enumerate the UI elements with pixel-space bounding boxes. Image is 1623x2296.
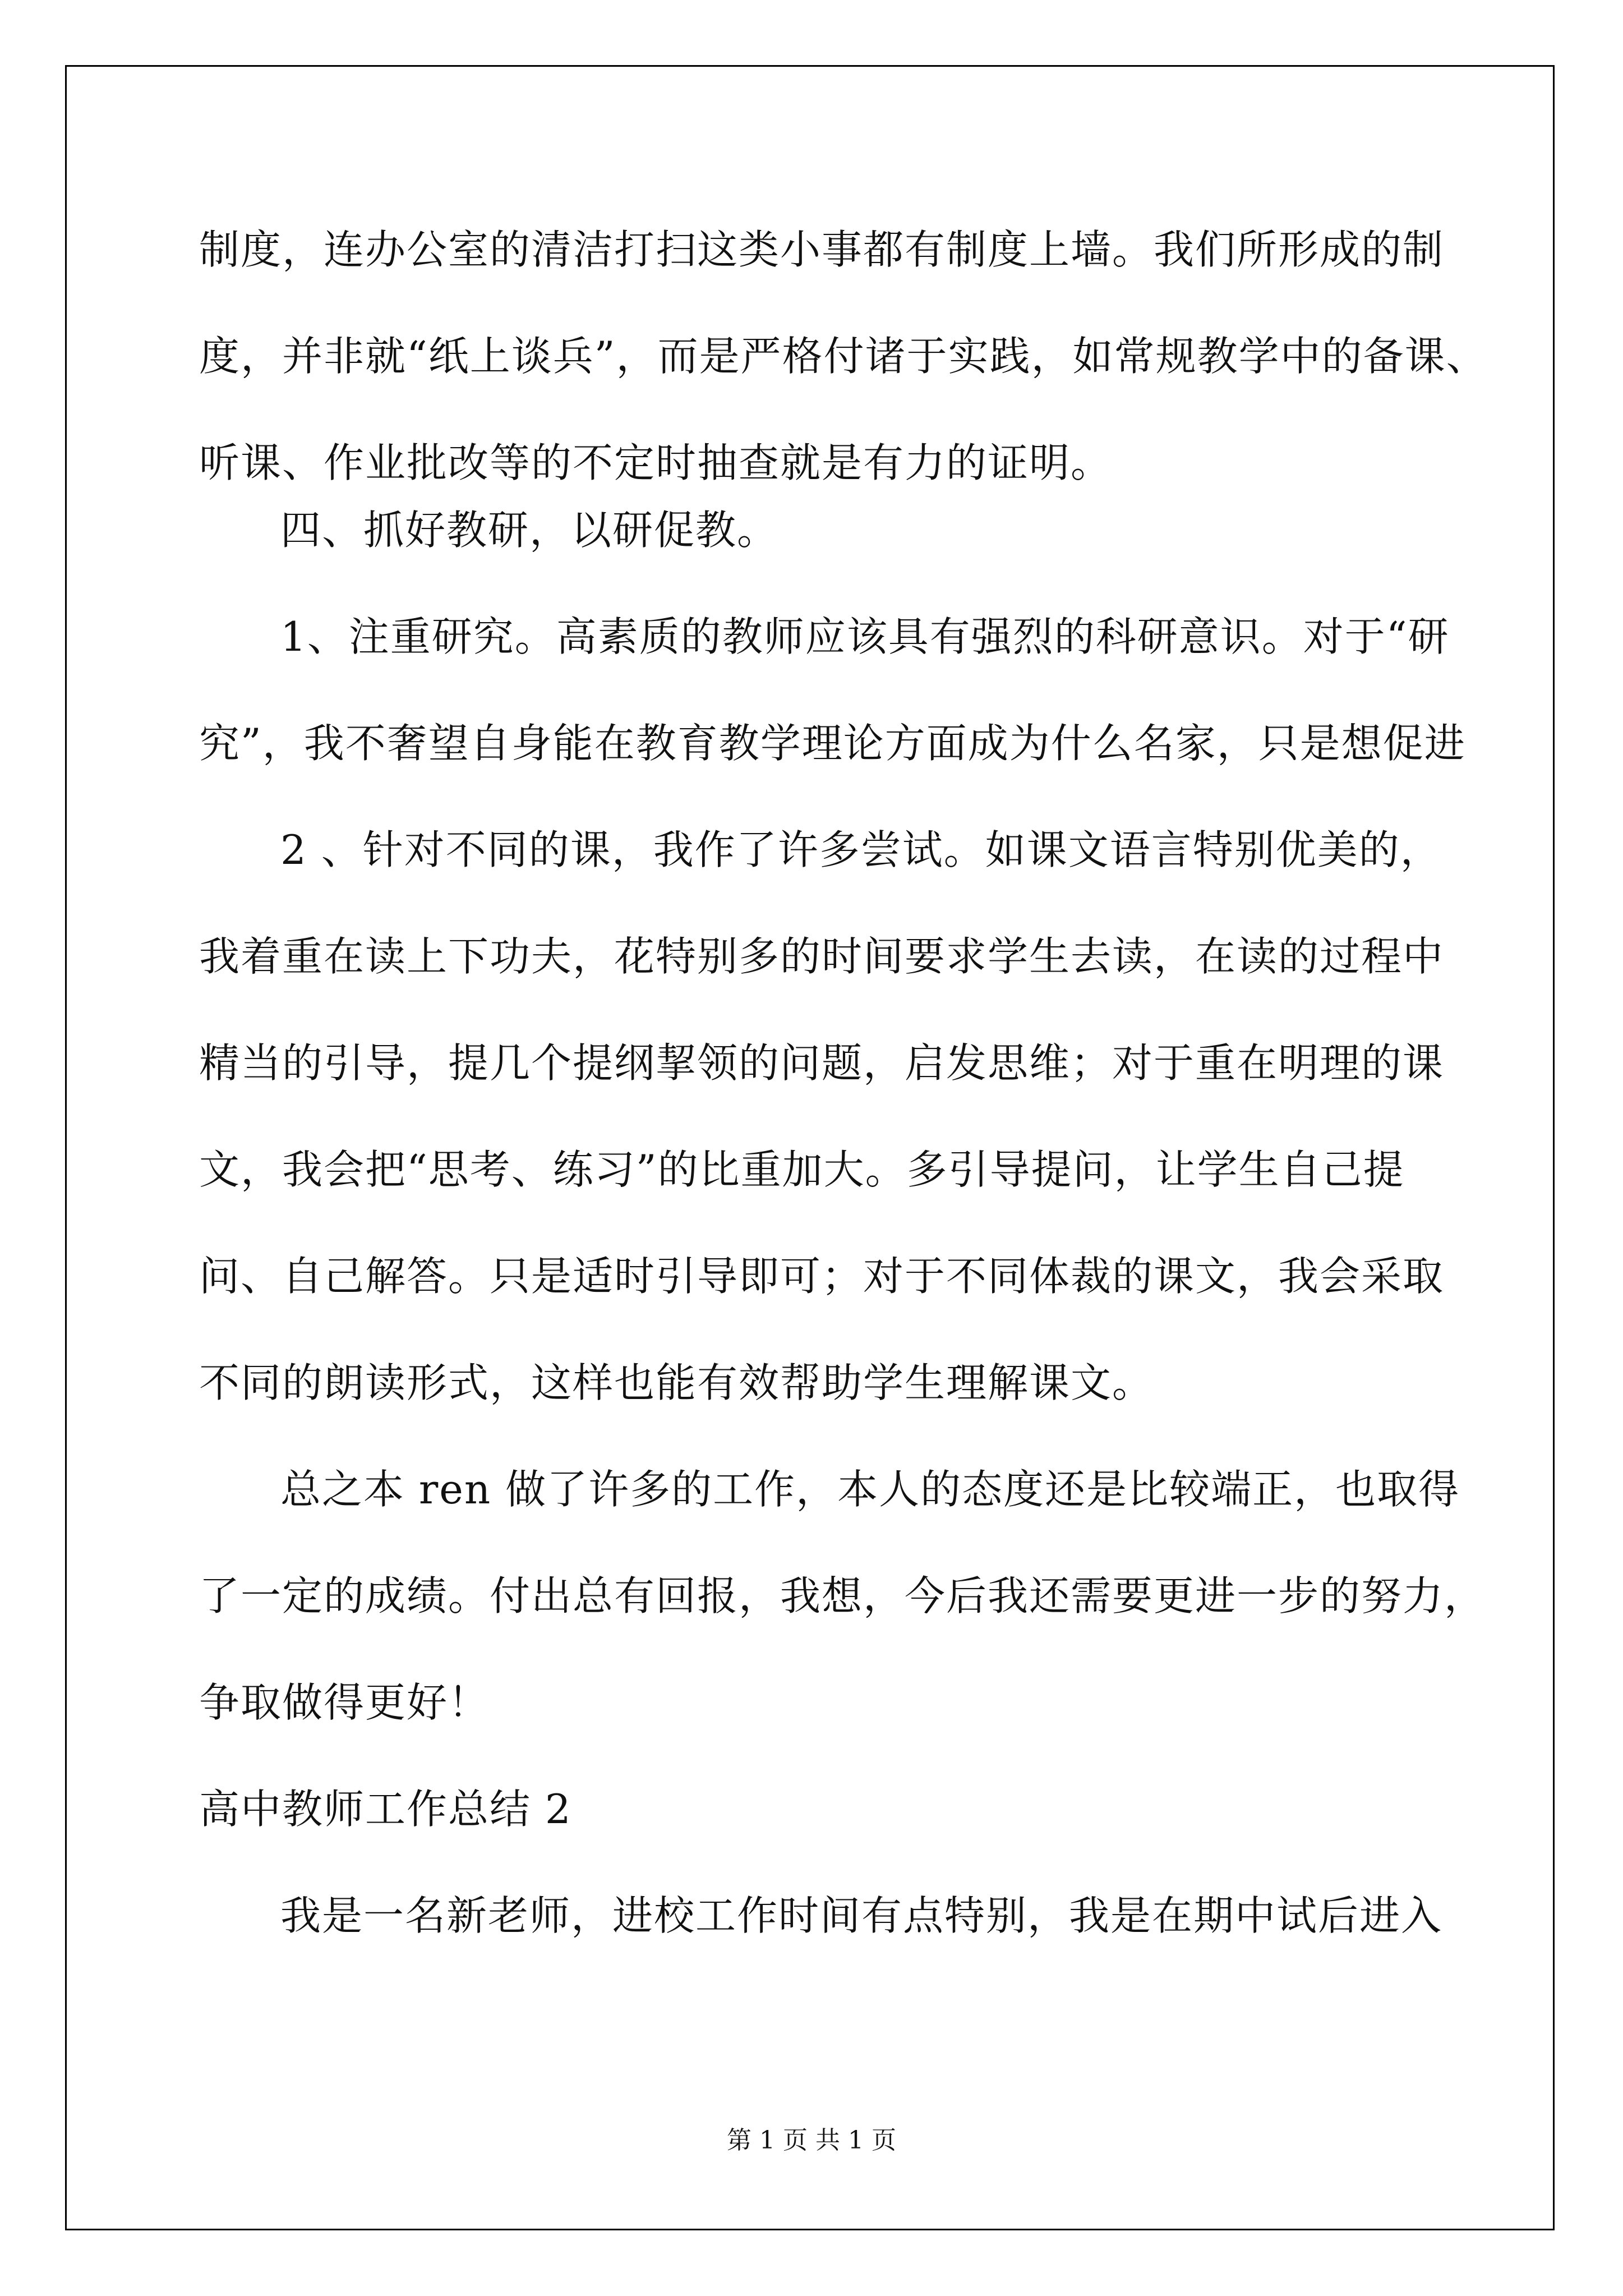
body-line: 我着重在读上下功夫，花特别多的时间要求学生去读，在读的过程中: [199, 933, 1445, 980]
body-line: 听课、作业批改等的不定时抽查就是有力的证明。: [199, 439, 1113, 486]
body-line: 总之本 ren 做了许多的工作，本人的态度还是比较端正，也取得: [280, 1466, 1460, 1513]
body-line: 精当的引导，提几个提纲挈领的问题，启发思维；对于重在明理的课: [199, 1039, 1445, 1087]
body-line: 1、注重研究。高素质的教师应该具有强烈的科研意识。对于“研: [280, 613, 1450, 660]
page-footer: 第 1 页 共 1 页: [727, 2126, 896, 2155]
document-title: 高中教师工作总结 2: [199, 1786, 572, 1833]
body-line: 制度，连办公室的清洁打扫这类小事都有制度上墙。我们所形成的制: [199, 226, 1445, 273]
body-line: 不同的朗读形式，这样也能有效帮助学生理解课文。: [199, 1359, 1154, 1406]
body-line: 问、自己解答。只是适时引导即可；对于不同体裁的课文，我会采取: [199, 1253, 1445, 1300]
section-heading: 四、抓好教研，以研促教。: [280, 507, 779, 554]
body-line: 争取做得更好！: [199, 1679, 490, 1726]
body-line: 究”，我不奢望自身能在教育教学理论方面成为什么名家，只是想促进: [199, 720, 1466, 767]
body-line: 我是一名新老师，进校工作时间有点特别，我是在期中试后进入: [280, 1892, 1443, 1939]
body-line: 文，我会把“思考、练习”的比重加大。多引导提问，让学生自己提: [199, 1146, 1405, 1193]
body-line: 度，并非就“纸上谈兵”，而是严格付诸于实践，如常规教学中的备课、: [199, 333, 1488, 380]
body-line: 了一定的成绩。付出总有回报，我想，今后我还需要更进一步的努力，: [199, 1572, 1486, 1619]
body-line: 2 、针对不同的课，我作了许多尝试。如课文语言特别优美的，: [280, 826, 1442, 873]
